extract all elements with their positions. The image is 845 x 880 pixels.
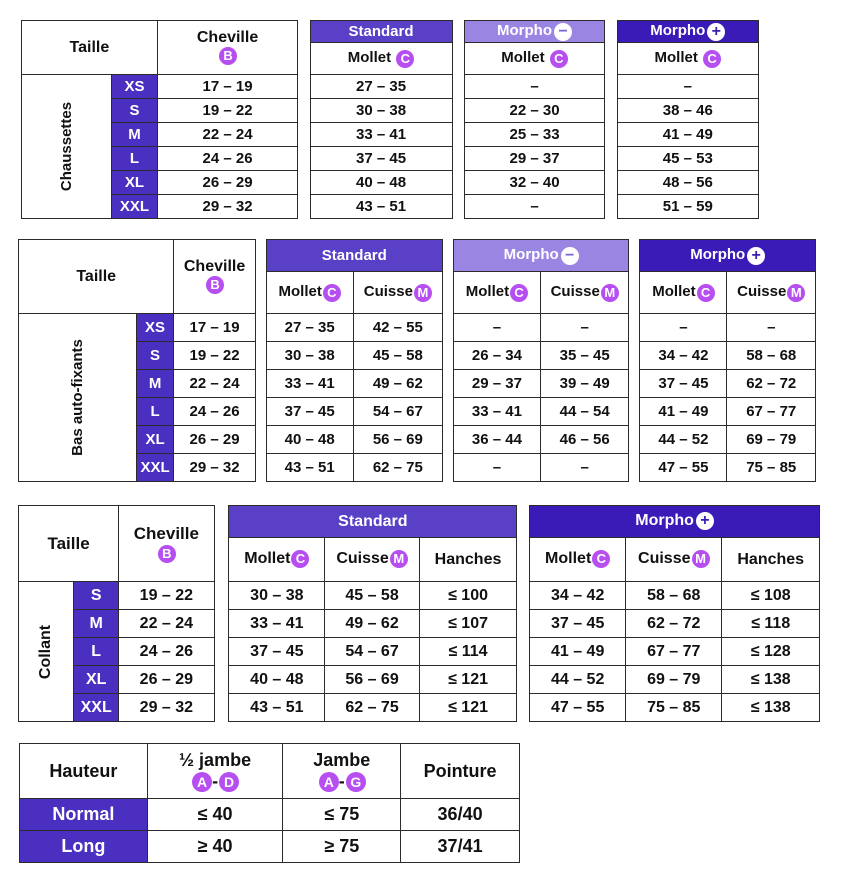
size-cell: M — [112, 123, 158, 147]
plus-mollet-cell: 37 – 45 — [640, 370, 727, 398]
plus-cuisse-cell: 69 – 79 — [626, 666, 722, 694]
cheville-cell: 29 – 32 — [157, 195, 298, 219]
std-cuisse-cell: 62 – 75 — [325, 694, 420, 722]
plus-cell: – — [617, 75, 758, 99]
std-cuisse-cell: 56 – 69 — [353, 426, 442, 454]
plus-mollet-cell: 47 – 55 — [530, 694, 626, 722]
plus-mollet-cell: 34 – 42 — [640, 342, 727, 370]
badge-a: A — [192, 772, 212, 792]
size-cell: XL — [112, 171, 158, 195]
hauteur-table — [19, 743, 520, 863]
bas-label: Bas auto-fixants — [19, 314, 137, 482]
plus-mollet-cell: – — [640, 314, 727, 342]
size-cell: M — [74, 610, 119, 638]
std-cuisse-cell: 49 – 62 — [353, 370, 442, 398]
plus-hanches-cell: ≤ 128 — [722, 638, 820, 666]
plus-icon: + — [747, 247, 765, 265]
minus-mollet-cell: 29 – 37 — [453, 370, 540, 398]
collant-label: Collant — [19, 582, 74, 722]
badge-d: D — [219, 772, 239, 792]
cheville-header: Cheville B — [157, 21, 298, 75]
minus-icon: − — [561, 247, 579, 265]
cuisse-header: Cuisse M — [540, 272, 628, 314]
std-mollet-cell: 37 – 45 — [266, 398, 353, 426]
plus-cuisse-cell: 75 – 85 — [727, 454, 816, 482]
cheville-cell: 24 – 26 — [157, 147, 298, 171]
std-mollet-cell: 37 – 45 — [229, 638, 325, 666]
size-cell: S — [136, 342, 174, 370]
demi-jambe-header: ½ jambe A - D — [147, 744, 283, 799]
cheville-header: Cheville B — [174, 240, 255, 314]
plus-mollet-cell: 41 – 49 — [530, 638, 626, 666]
mollet-header: Mollet C — [640, 272, 727, 314]
std-hanches-cell: ≤ 121 — [419, 666, 516, 694]
morpho-minus-header: Morpho − — [453, 240, 629, 272]
badge-b: B — [219, 47, 237, 65]
cheville-cell: 19 – 22 — [174, 342, 255, 370]
demi-jambe-cell: ≤ 40 — [147, 799, 283, 831]
cheville-cell: 26 – 29 — [157, 171, 298, 195]
plus-icon: + — [707, 23, 725, 41]
badge-m: M — [787, 284, 805, 302]
badge-c: C — [323, 284, 341, 302]
std-mollet-cell: 30 – 38 — [266, 342, 353, 370]
std-mollet-cell: 30 – 38 — [229, 582, 325, 610]
plus-cell: 51 – 59 — [617, 195, 758, 219]
minus-cell: 25 – 33 — [464, 123, 605, 147]
morpho-plus-header: Morpho + — [617, 21, 758, 43]
std-cell: 30 – 38 — [310, 99, 452, 123]
cheville-cell: 24 – 26 — [174, 398, 255, 426]
plus-cell: 45 – 53 — [617, 147, 758, 171]
std-cuisse-cell: 45 – 58 — [353, 342, 442, 370]
cheville-cell: 24 – 26 — [119, 638, 215, 666]
pointure-cell: 36/40 — [401, 799, 520, 831]
std-cell: 40 – 48 — [310, 171, 452, 195]
badge-m: M — [414, 284, 432, 302]
plus-hanches-cell: ≤ 118 — [722, 610, 820, 638]
minus-mollet-cell: – — [453, 314, 540, 342]
standard-header: Standard — [266, 240, 442, 272]
plus-cuisse-cell: – — [727, 314, 816, 342]
cuisse-header: Cuisse M — [727, 272, 816, 314]
pointure-header: Pointure — [401, 744, 520, 799]
badge-m: M — [692, 550, 710, 568]
size-cell: L — [112, 147, 158, 171]
plus-cell: 41 – 49 — [617, 123, 758, 147]
badge-c: C — [396, 50, 414, 68]
minus-mollet-cell: 36 – 44 — [453, 426, 540, 454]
badge-c: C — [291, 550, 309, 568]
cheville-cell: 26 – 29 — [174, 426, 255, 454]
plus-mollet-cell: 47 – 55 — [640, 454, 727, 482]
standard-header: Standard — [310, 21, 452, 43]
cheville-cell: 22 – 24 — [157, 123, 298, 147]
std-cell: 37 – 45 — [310, 147, 452, 171]
badge-b: B — [158, 545, 176, 563]
bas-table — [18, 239, 816, 482]
collant-table — [18, 505, 820, 722]
minus-mollet-cell: – — [453, 454, 540, 482]
cheville-cell: 19 – 22 — [119, 582, 215, 610]
badge-m: M — [601, 284, 619, 302]
cuisse-header: Cuisse M — [626, 538, 722, 582]
morpho-plus-header: Morpho + — [530, 506, 820, 538]
std-cell: 27 – 35 — [310, 75, 452, 99]
std-cuisse-cell: 42 – 55 — [353, 314, 442, 342]
size-cell: XL — [136, 426, 174, 454]
plus-cuisse-cell: 69 – 79 — [727, 426, 816, 454]
mollet-header: Mollet C — [464, 43, 605, 75]
std-cuisse-cell: 49 – 62 — [325, 610, 420, 638]
cheville-cell: 26 – 29 — [119, 666, 215, 694]
jambe-cell: ≤ 75 — [283, 799, 401, 831]
pointure-cell: 37/41 — [401, 831, 520, 863]
size-cell: XS — [112, 75, 158, 99]
cheville-header: Cheville B — [119, 506, 215, 582]
badge-a: A — [319, 772, 339, 792]
minus-cuisse-cell: 35 – 45 — [540, 342, 628, 370]
badge-m: M — [390, 550, 408, 568]
plus-cuisse-cell: 62 – 72 — [727, 370, 816, 398]
std-cell: 43 – 51 — [310, 195, 452, 219]
size-cell: L — [74, 638, 119, 666]
size-cell: XXL — [112, 195, 158, 219]
std-cuisse-cell: 62 – 75 — [353, 454, 442, 482]
mollet-header: Mollet C — [530, 538, 626, 582]
minus-cell: 29 – 37 — [464, 147, 605, 171]
minus-icon: − — [554, 23, 572, 41]
plus-mollet-cell: 34 – 42 — [530, 582, 626, 610]
plus-hanches-cell: ≤ 138 — [722, 666, 820, 694]
plus-cuisse-cell: 58 – 68 — [626, 582, 722, 610]
hanches-header: Hanches — [722, 538, 820, 582]
size-cell: L — [136, 398, 174, 426]
badge-c: C — [697, 284, 715, 302]
std-hanches-cell: ≤ 107 — [419, 610, 516, 638]
mollet-header: Mollet C — [310, 43, 452, 75]
cheville-cell: 22 – 24 — [119, 610, 215, 638]
plus-cuisse-cell: 58 – 68 — [727, 342, 816, 370]
taille-header: Taille — [19, 240, 174, 314]
chaussettes-table — [21, 20, 759, 219]
std-cuisse-cell: 56 – 69 — [325, 666, 420, 694]
std-mollet-cell: 33 – 41 — [266, 370, 353, 398]
mollet-header: Mollet C — [617, 43, 758, 75]
badge-b: B — [206, 276, 224, 294]
minus-cuisse-cell: 46 – 56 — [540, 426, 628, 454]
cheville-cell: 22 – 24 — [174, 370, 255, 398]
std-cell: 33 – 41 — [310, 123, 452, 147]
badge-c: C — [703, 50, 721, 68]
chaussettes-label: Chaussettes — [22, 75, 112, 219]
plus-mollet-cell: 44 – 52 — [640, 426, 727, 454]
cheville-cell: 17 – 19 — [174, 314, 255, 342]
cuisse-header: Cuisse M — [325, 538, 420, 582]
std-hanches-cell: ≤ 114 — [419, 638, 516, 666]
size-cell: S — [112, 99, 158, 123]
std-mollet-cell: 40 – 48 — [266, 426, 353, 454]
plus-mollet-cell: 44 – 52 — [530, 666, 626, 694]
mollet-header: Mollet C — [453, 272, 540, 314]
minus-cell: 32 – 40 — [464, 171, 605, 195]
plus-cuisse-cell: 62 – 72 — [626, 610, 722, 638]
cheville-cell: 19 – 22 — [157, 99, 298, 123]
size-cell: S — [74, 582, 119, 610]
cheville-cell: 29 – 32 — [119, 694, 215, 722]
hauteur-normal-label: Normal — [20, 799, 148, 831]
minus-cell: – — [464, 195, 605, 219]
plus-cuisse-cell: 75 – 85 — [626, 694, 722, 722]
plus-cell: 48 – 56 — [617, 171, 758, 195]
mollet-header: Mollet C — [266, 272, 353, 314]
plus-hanches-cell: ≤ 108 — [722, 582, 820, 610]
mollet-header: Mollet C — [229, 538, 325, 582]
cuisse-header: Cuisse M — [353, 272, 442, 314]
std-cuisse-cell: 54 – 67 — [325, 638, 420, 666]
jambe-header: Jambe A - G — [283, 744, 401, 799]
demi-jambe-cell: ≥ 40 — [147, 831, 283, 863]
hanches-header: Hanches — [419, 538, 516, 582]
taille-header: Taille — [19, 506, 119, 582]
badge-c: C — [510, 284, 528, 302]
cheville-cell: 17 – 19 — [157, 75, 298, 99]
size-cell: XL — [74, 666, 119, 694]
cheville-cell: 29 – 32 — [174, 454, 255, 482]
std-mollet-cell: 43 – 51 — [229, 694, 325, 722]
minus-mollet-cell: 33 – 41 — [453, 398, 540, 426]
std-cuisse-cell: 45 – 58 — [325, 582, 420, 610]
std-mollet-cell: 27 – 35 — [266, 314, 353, 342]
std-mollet-cell: 43 – 51 — [266, 454, 353, 482]
morpho-plus-header: Morpho + — [640, 240, 816, 272]
standard-header: Standard — [229, 506, 517, 538]
minus-cuisse-cell: – — [540, 314, 628, 342]
size-cell: XS — [136, 314, 174, 342]
plus-cuisse-cell: 67 – 77 — [626, 638, 722, 666]
std-cuisse-cell: 54 – 67 — [353, 398, 442, 426]
std-mollet-cell: 33 – 41 — [229, 610, 325, 638]
plus-mollet-cell: 37 – 45 — [530, 610, 626, 638]
minus-cuisse-cell: – — [540, 454, 628, 482]
std-hanches-cell: ≤ 121 — [419, 694, 516, 722]
std-mollet-cell: 40 – 48 — [229, 666, 325, 694]
minus-cell: – — [464, 75, 605, 99]
minus-cuisse-cell: 39 – 49 — [540, 370, 628, 398]
badge-g: G — [346, 772, 366, 792]
minus-cell: 22 – 30 — [464, 99, 605, 123]
hauteur-long-label: Long — [20, 831, 148, 863]
size-cell: XXL — [74, 694, 119, 722]
minus-mollet-cell: 26 – 34 — [453, 342, 540, 370]
plus-icon: + — [696, 512, 714, 530]
badge-c: C — [550, 50, 568, 68]
plus-mollet-cell: 41 – 49 — [640, 398, 727, 426]
hauteur-header: Hauteur — [20, 744, 148, 799]
plus-cell: 38 – 46 — [617, 99, 758, 123]
size-cell: XXL — [136, 454, 174, 482]
plus-cuisse-cell: 67 – 77 — [727, 398, 816, 426]
badge-c: C — [592, 550, 610, 568]
taille-header: Taille — [22, 21, 158, 75]
minus-cuisse-cell: 44 – 54 — [540, 398, 628, 426]
plus-hanches-cell: ≤ 138 — [722, 694, 820, 722]
jambe-cell: ≥ 75 — [283, 831, 401, 863]
size-cell: M — [136, 370, 174, 398]
std-hanches-cell: ≤ 100 — [419, 582, 516, 610]
morpho-minus-header: Morpho − — [464, 21, 605, 43]
